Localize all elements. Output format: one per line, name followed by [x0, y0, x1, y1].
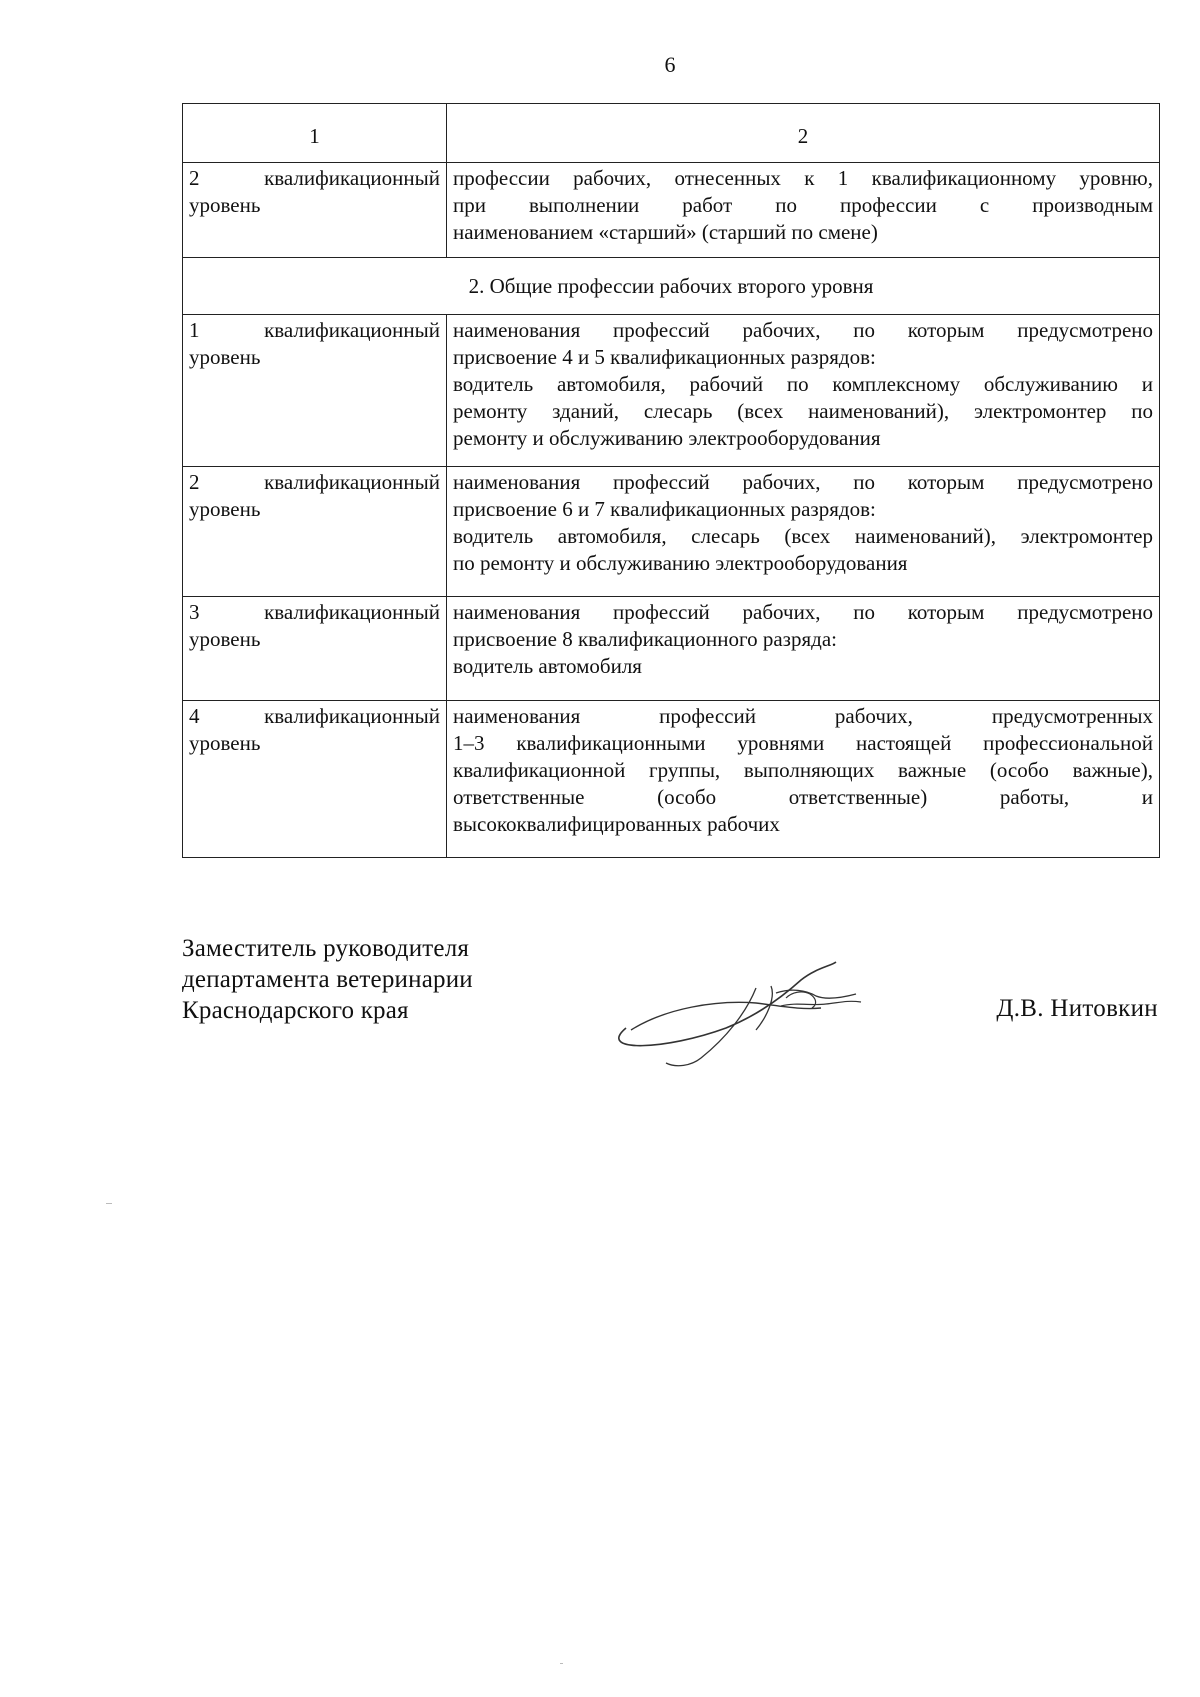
table-row — [183, 701, 1160, 858]
description-cell — [447, 597, 1160, 701]
position-line: Заместитель руководителя — [182, 935, 470, 962]
description-line: ремонту зданий, слесарь (всех наименований), электромонтер по — [453, 399, 1153, 423]
table-row — [183, 467, 1160, 597]
qualification-levels-table — [182, 103, 1160, 858]
position-line: Краснодарского края — [182, 997, 409, 1024]
scan-speck — [560, 1663, 563, 1664]
description-cell — [447, 701, 1160, 858]
handwritten-signature — [606, 958, 916, 1070]
description-line: наименования профессий рабочих, по которым предусмотрено — [453, 318, 1153, 342]
header-cell-1: 1 — [183, 104, 447, 163]
table-row — [183, 315, 1160, 467]
table-row — [183, 597, 1160, 701]
level-cell: 2 квалификационный уровень — [183, 163, 447, 258]
description-line: высококвалифицированных рабочих — [453, 812, 780, 836]
table-header-row — [183, 104, 1160, 163]
description-cell — [447, 163, 1160, 258]
section-title: 2. Общие профессии рабочих второго уровня — [183, 258, 1160, 315]
description-line: профессии рабочих, отнесенных к 1 квалификационному уровню, — [453, 166, 1153, 190]
description-line: водитель автомобиля, слесарь (всех наименований), электромонтер — [453, 524, 1153, 548]
description-line: по ремонту и обслуживанию электрооборудования — [453, 551, 908, 575]
description-line: водитель автомобиля, рабочий по комплексному обслуживанию и — [453, 372, 1153, 396]
level-cell: 1 квалификационный уровень — [183, 315, 447, 467]
signatory-position — [182, 933, 473, 1026]
description-line: наименования профессий рабочих, по которым предусмотрено — [453, 470, 1153, 494]
description-line: присвоение 4 и 5 квалификационных разрядов: — [453, 345, 876, 369]
position-line: департамента ветеринарии — [182, 966, 473, 993]
description-line: наименованием «старший» (старший по смене) — [453, 220, 878, 244]
section-row — [183, 258, 1160, 315]
description-line: присвоение 8 квалификационного разряда: — [453, 627, 837, 651]
page-number: 6 — [664, 52, 676, 77]
description-line: квалификационной группы, выполняющих важные (особо важные), — [453, 758, 1153, 782]
description-line: ответственные (особо ответственные) работы, и — [453, 785, 1153, 809]
description-line: наименования профессий рабочих, предусмотренных — [453, 704, 1153, 728]
scan-speck — [106, 1203, 112, 1204]
description-line: 1–3 квалификационными уровнями настоящей профессиональной — [453, 731, 1153, 755]
description-line: при выполнении работ по профессии с производным — [453, 193, 1153, 217]
description-cell — [447, 315, 1160, 467]
description-cell — [447, 467, 1160, 597]
description-line: присвоение 6 и 7 квалификационных разрядов: — [453, 497, 876, 521]
level-cell: 2 квалификационный уровень — [183, 467, 447, 597]
description-line: водитель автомобиля — [453, 654, 642, 678]
description-line: наименования профессий рабочих, по которым предусмотрено — [453, 600, 1153, 624]
signatory-name: Д.В. Нитовкин — [996, 995, 1158, 1022]
header-cell-2: 2 — [447, 104, 1160, 163]
level-cell: 4 квалификационный уровень — [183, 701, 447, 858]
level-cell: 3 квалификационный уровень — [183, 597, 447, 701]
table-row — [183, 163, 1160, 258]
description-line: ремонту и обслуживанию электрооборудования — [453, 426, 881, 450]
